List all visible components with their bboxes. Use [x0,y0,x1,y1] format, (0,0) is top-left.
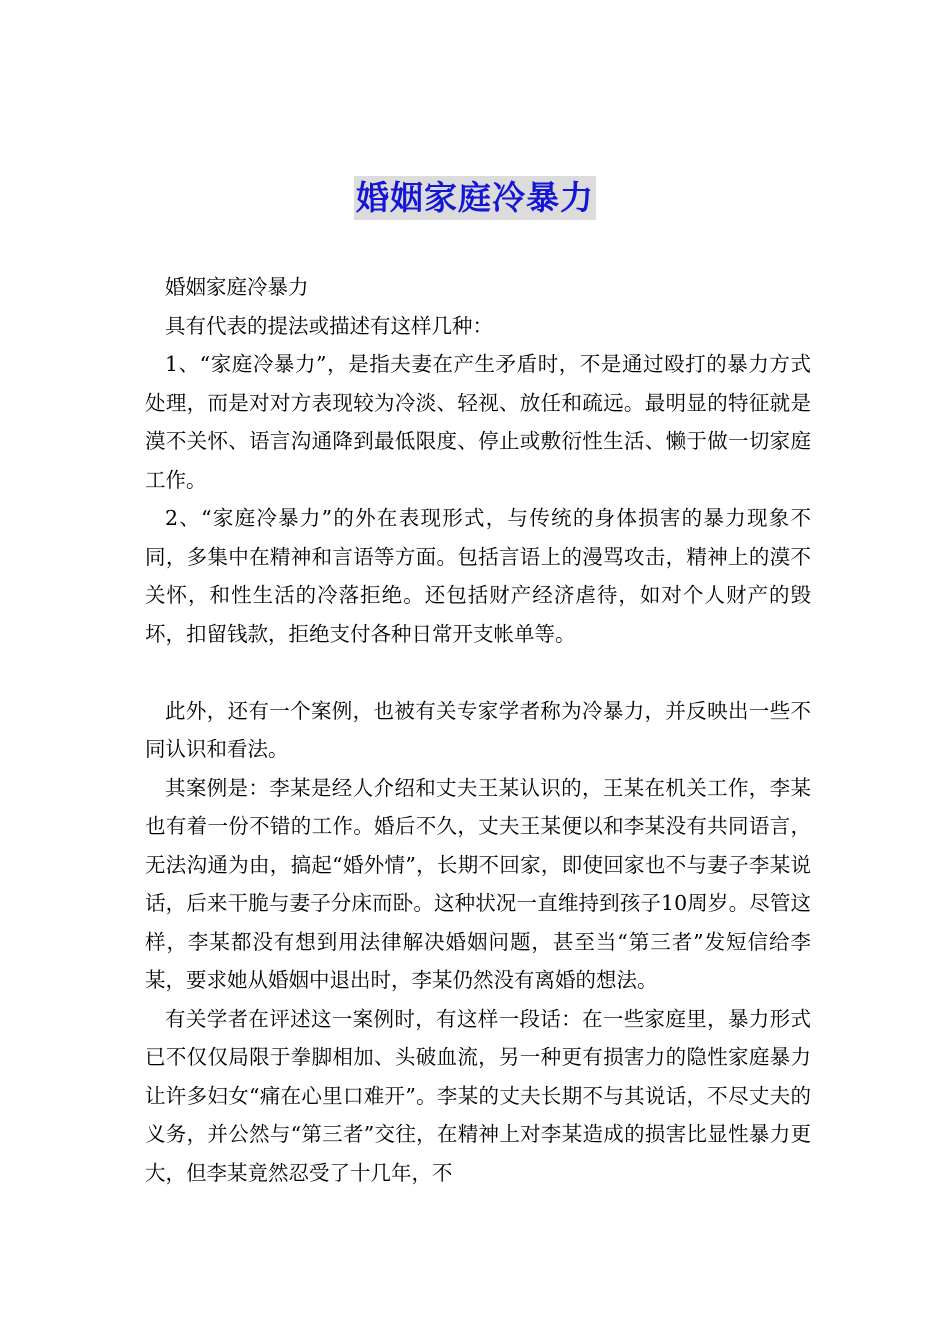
paragraph-case-intro: 此外，还有一个案例，也被有关专家学者称为冷暴力，并反映出一些不同认识和看法。 [145,698,811,761]
title-container [0,176,950,220]
paragraph-heading: 婚姻家庭冷暴力 [165,275,309,299]
paragraph-definition-1: 1、“家庭冷暴力”，是指夫妻在产生矛盾时，不是通过殴打的暴力方式处理，而是对对方表现较为冷淡、轻视、放任和疏远。最明显的特征就是漠不关怀、语言沟通降到最低限度、停止或敷衍性生活、懒于做一切家庭工作。 [145,352,811,492]
blank-line [145,653,811,692]
paragraph-commentary: 有关学者在评述这一案例时，有这样一段话：在一些家庭里，暴力形式已不仅仅局限于拳脚相加、头破血流，另一种更有损害力的隐性家庭暴力让许多妇女“痛在心里口难开”。李某的丈夫长期不与其说话，不尽丈夫的义务，并公然与“第三者”交往，在精神上对李某造成的损害比显性暴力更大，但李某竟然忍受了十几年，不 [145,1006,811,1185]
document-body [145,268,811,1192]
paragraph-definition-2: 2、“家庭冷暴力”的外在表现形式，与传统的身体损害的暴力现象不同，多集中在精神和言语等方面。包括言语上的漫骂攻击，精神上的漠不关怀，和性生活的冷落拒绝。还包括财产经济虐待，如对个人财产的毁坏，扣留钱款，拒绝支付各种日常开支帐单等。 [145,506,811,646]
paragraph-intro: 具有代表的提法或描述有这样几种： [165,313,493,338]
document-title: 婚姻家庭冷暴力 [354,176,596,220]
paragraph-case: 其案例是：李某是经人介绍和丈夫王某认识的，王某在机关工作，李某也有着一份不错的工作。婚后不久，丈夫王某便以和李某没有共同语言，无法沟通为由，搞起“婚外情”，长期不回家，即使回家也不与妻子李某说话，后来干脆与妻子分床而卧。这种状况一直维持到孩子10周岁。尽管这样，李某都没有想到用法律解决婚姻问题，甚至当“第三者”发短信给李某，要求她从婚姻中退出时，李某仍然没有离婚的想法。 [145,775,811,992]
